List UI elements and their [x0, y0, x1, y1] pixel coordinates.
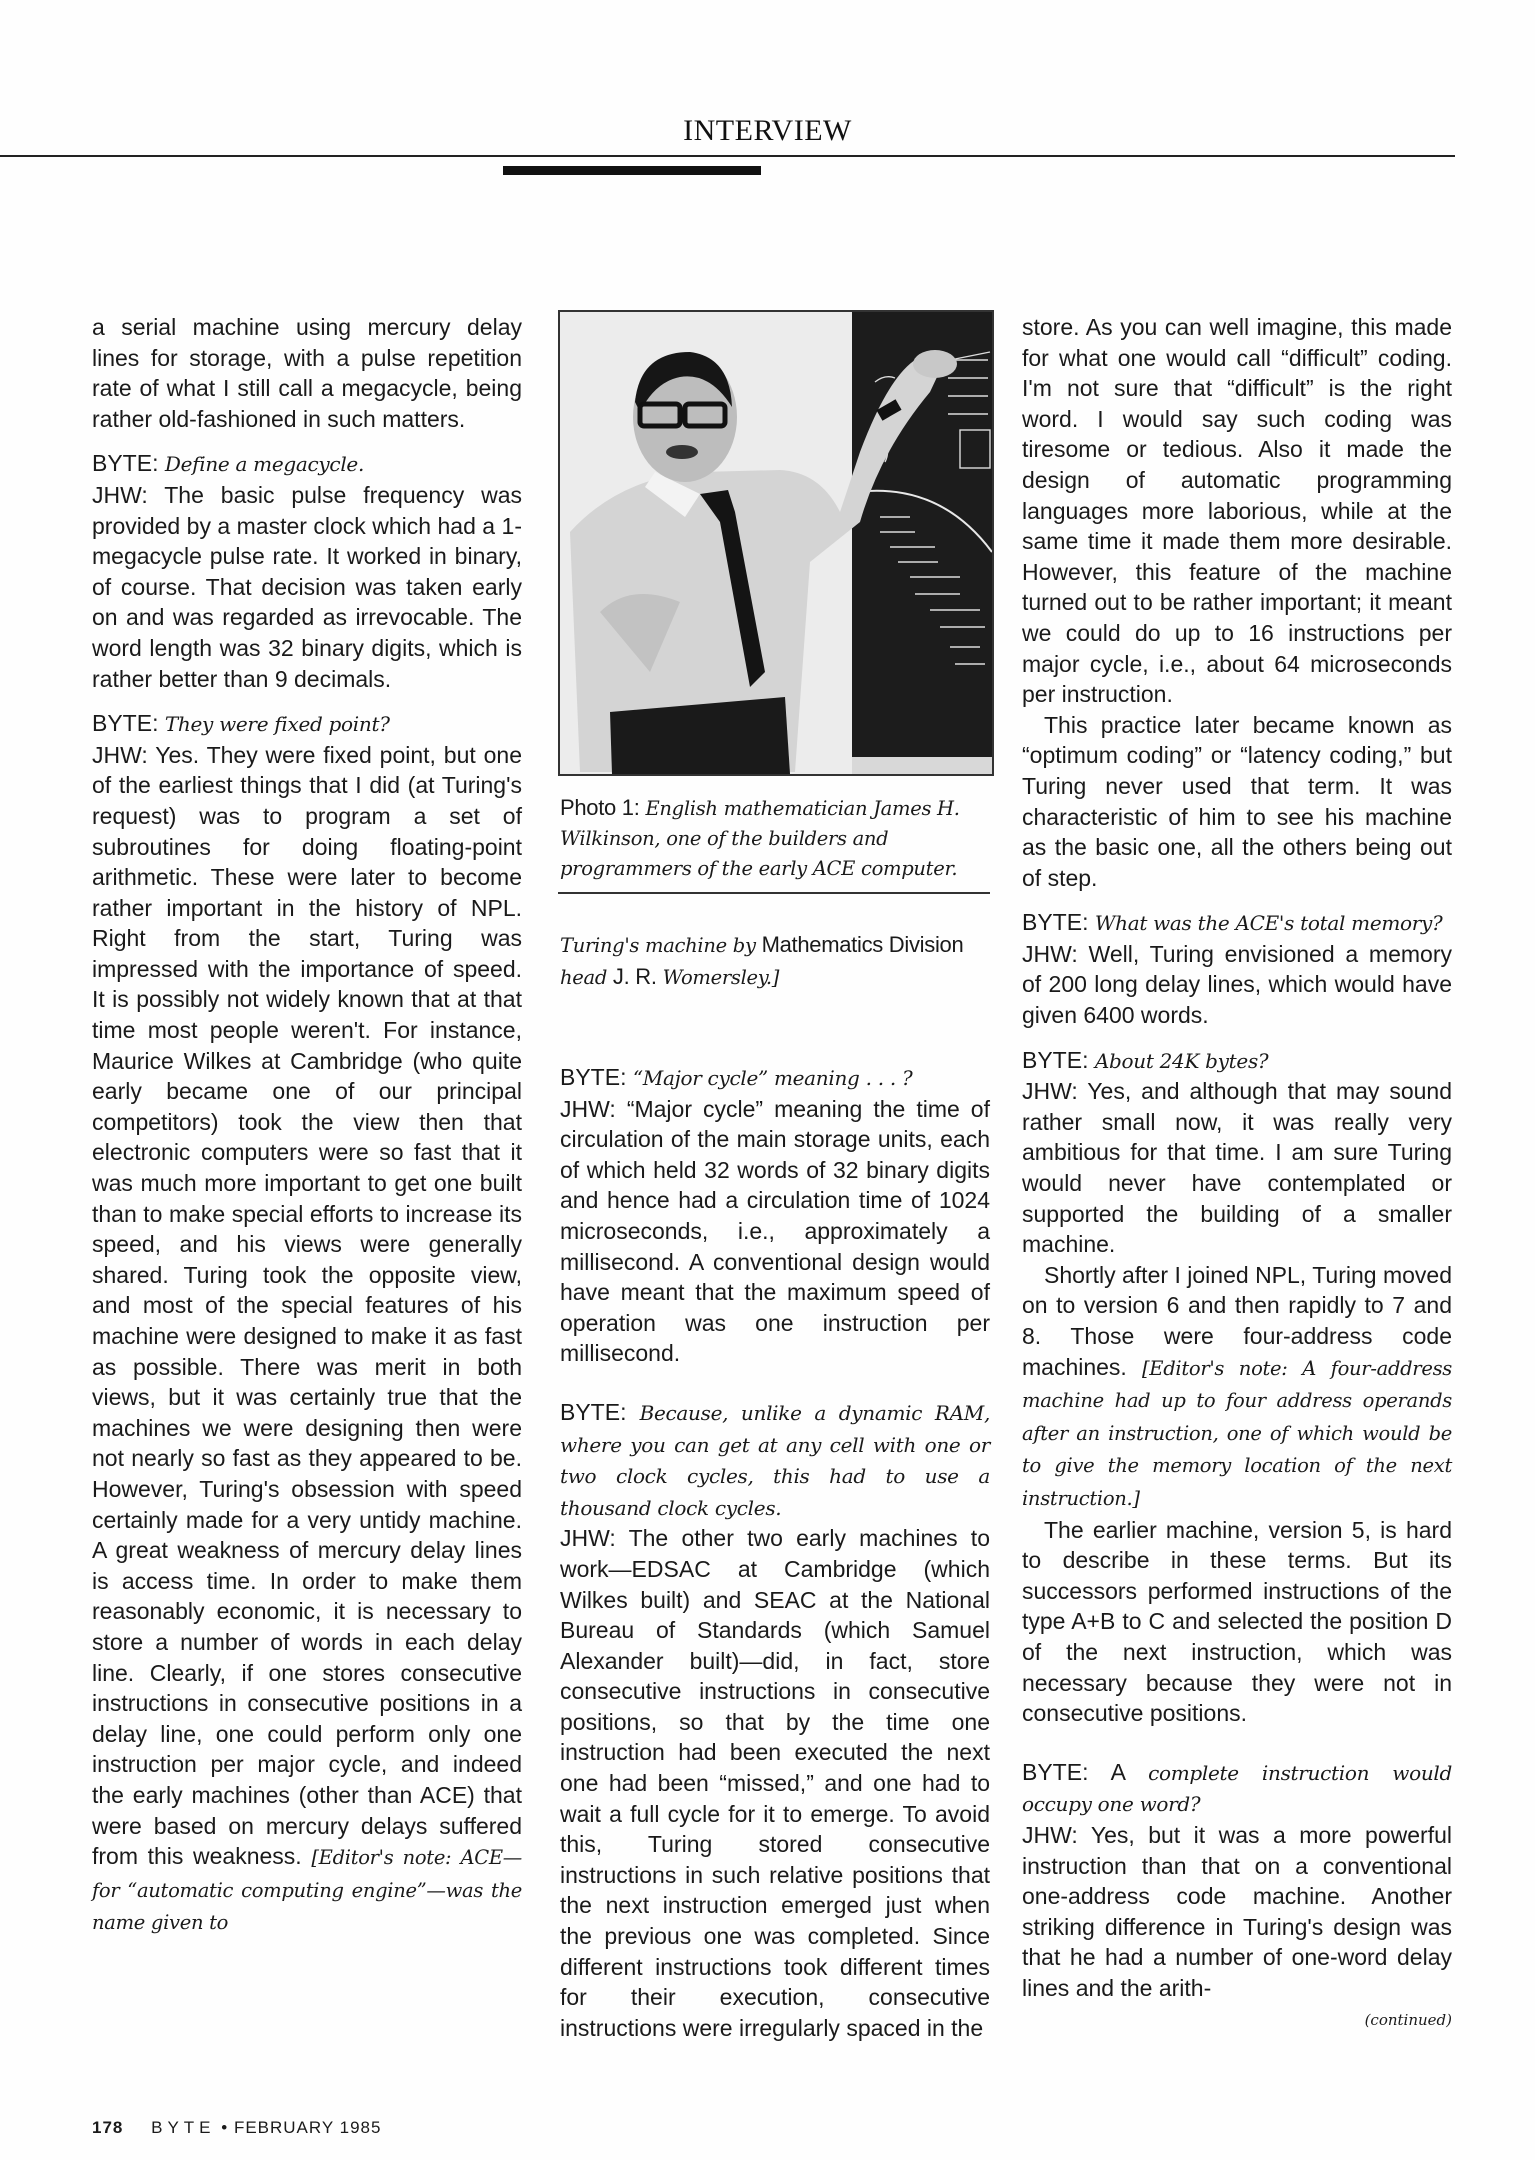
speaker-label: BYTE: — [92, 450, 159, 477]
note-text: Turing's machine by — [560, 934, 756, 957]
page-number: 178 — [92, 2118, 124, 2137]
section-title: INTERVIEW — [683, 114, 852, 147]
question-text: What was the ACE's total memory? — [1094, 911, 1443, 936]
speaker-label: BYTE: — [92, 710, 159, 737]
editor-note-continuation — [560, 930, 990, 993]
note-text: Mathematics Division — [761, 932, 964, 957]
header-accent-bar — [503, 166, 761, 175]
magazine-name: BYTE — [151, 2118, 216, 2137]
question-text: About 24K bytes? — [1094, 1048, 1269, 1073]
caption-rule — [558, 892, 990, 894]
byte-question — [1022, 907, 1452, 939]
paragraph — [1022, 1260, 1452, 1515]
paragraph: a serial machine using mercury delay lines for storage, with a pulse repetition rate of what I still call a megacycle, being rather old-fashioned in such matters. — [92, 314, 522, 432]
speaker-label: BYTE: — [560, 1064, 627, 1090]
answer-text: JHW: Yes. They were fixed point, but one of the earliest things that I did (at Turing's request) was to program a set of subroutines for doing floating-point arithmetic. These were later to become rather important in the history of NPL. Right from the start, Turing was impressed with the importance of speed. It is possibly not widely known that at that time most people weren't. For instance, Maurice Wilkes at Cambridge (who quite early became one of our principal competitors) took the view then that electronic computers were so fast that it was much more important to get one built than to make special efforts to increase its speed, and his views were generally shared. Turing took the opposite view, and most of the special features of his machine were designed to make it as fast as possible. There was merit in both views, but it was certainly true that the machines we were designing then were not nearly so fast as they appeared to be. However, Turing's obsession with speed certainly made for a very untidy machine. A great weakness of mercury delay lines is access time. In order to make them reasonably economic, it is necessary to store a number of words in each delay line. Clearly, if one stores consecutive instructions in consecutive positions in a delay line, one could perform only one instruction per major cycle, and indeed the early machines (other than ACE) that were based on mercury delays suffered from this weakness. — [92, 741, 522, 1870]
question-prefix: A — [1110, 1758, 1125, 1785]
paragraph: This practice later became known as “optimum coding” or “latency coding,” but Turing never used that term. It was characteristic of him to see his machine as the basic one, all the others being out of step. — [1022, 711, 1452, 891]
caption-label: Photo 1: — [560, 795, 640, 820]
editor-note: [Editor's note: ACE—for “automatic computing engine”—was the name given to — [92, 1846, 522, 1935]
speaker-label: BYTE: — [1022, 909, 1089, 936]
question-text: They were fixed point? — [164, 712, 390, 737]
jhw-answer — [92, 740, 522, 1939]
byte-question — [1022, 1045, 1452, 1077]
footer-separator: • — [221, 2118, 229, 2137]
jhw-answer: JHW: Well, Turing envisioned a memory of 200 long delay lines, which would have given 6400 words. — [1022, 940, 1452, 1029]
byte-question — [92, 708, 522, 740]
jhw-answer: JHW: The basic pulse frequency was provided by a master clock which had a 1-megacycle pulse rate. It worked in binary, of course. That decision was taken early on and was regarded as irrevocable. The word length was 32 binary digits, which is rather better than 9 decimals. — [92, 481, 522, 692]
photo-caption — [560, 793, 990, 884]
photo-wilkinson — [558, 310, 994, 776]
page-footer — [92, 2118, 381, 2138]
jhw-answer: JHW: Yes, but it was a more powerful instruction than that on a conventional one-address code machine. Another striking difference in Turing's design was that he had a number of one-word delay lines and the arith- — [1022, 1821, 1452, 2001]
column-2 — [560, 1062, 990, 2043]
photo-illustration — [560, 312, 992, 774]
note-text: head — [560, 965, 608, 989]
paragraph: The earlier machine, version 5, is hard to describe in these terms. But its successors performed instructions of the type A+B to C and selected the position D of the next instruction, which was necessary because they were not in consecutive positions. — [1022, 1516, 1452, 1727]
jhw-answer: JHW: “Major cycle” meaning the time of circulation of the main storage units, each of which held 32 words of 32 binary digits and hence had a circulation time of 1024 microseconds, i.e., approximately a millisecond. A conventional design would have meant that the maximum speed of operation was one instruction per millisecond. — [560, 1095, 990, 1367]
issue-date: FEBRUARY 1985 — [233, 2118, 382, 2137]
note-text: Womersley.] — [662, 965, 780, 989]
continued-marker: (continued) — [1364, 2011, 1452, 2030]
byte-question — [560, 1062, 990, 1094]
question-text: Define a megacycle. — [164, 452, 365, 477]
note-text: J. R. — [612, 963, 657, 989]
speaker-label: BYTE: — [560, 1398, 627, 1425]
speaker-label: BYTE: — [1022, 1758, 1089, 1785]
speaker-label: BYTE: — [1022, 1046, 1089, 1073]
question-text: Because, unlike a dynamic RAM, where you can get at any cell with one or two clock cycles, this had to use a thousand clock cycles. — [560, 1400, 991, 1520]
question-text: “Major cycle” meaning . . . ? — [632, 1066, 913, 1090]
paragraph: store. As you can well imagine, this made for what one would call “difficult” coding. I'm not sure that “difficult” is the right word. I would say such coding was tiresome or tedious. Also it made the design of automatic programming languages more laborious, while at the same time it made them more desirable. However, this feature of the machine turned out to be rather important; it meant we could do up to 16 instructions per major cycle, i.e., about 64 microseconds per instruction. — [1022, 314, 1452, 708]
header-rule — [0, 155, 1455, 157]
byte-question — [1022, 1757, 1452, 1820]
byte-question — [92, 448, 522, 480]
paragraph-text: Shortly after I joined NPL, Turing moved on to version 6 and then rapidly to 7 and 8. Those were four-address code machines. — [1022, 1261, 1452, 1380]
column-3 — [1022, 312, 1452, 2036]
caption-text: English mathematician James H. Wilkinson, one of the builders and programmers of the early ACE computer. — [560, 797, 960, 880]
editor-note: [Editor's note: A four-address machine had up to four address operands after an instruction, one of which would be to give the memory location of the next instruction.] — [1022, 1356, 1452, 1510]
column-1 — [92, 312, 522, 1939]
byte-question — [560, 1397, 990, 1523]
jhw-answer: JHW: Yes, and although that may sound rather small now, it was really very ambitious for that time. I am sure Turing would never have contemplated or supported the building of a smaller machine. — [1022, 1078, 1452, 1258]
jhw-answer: JHW: The other two early machines to work—EDSAC at Cambridge (which Wilkes built) and SEAC at the National Bureau of Standards (which Samuel Alexander built)—did, in fact, store consecutive instructions in consecutive positions, so that by the time one instruction had been executed the next one had been “missed,” and one had to wait a full cycle for it to emerge. To avoid this, Turing stored consecutive instructions in such relative positions that the next instruction emerged just when the previous one was completed. Since different instructions took different times for their execution, consecutive instructions were irregularly spaced in the — [560, 1525, 990, 2041]
question-text: complete instruction would occupy one word? — [1022, 1760, 1452, 1817]
